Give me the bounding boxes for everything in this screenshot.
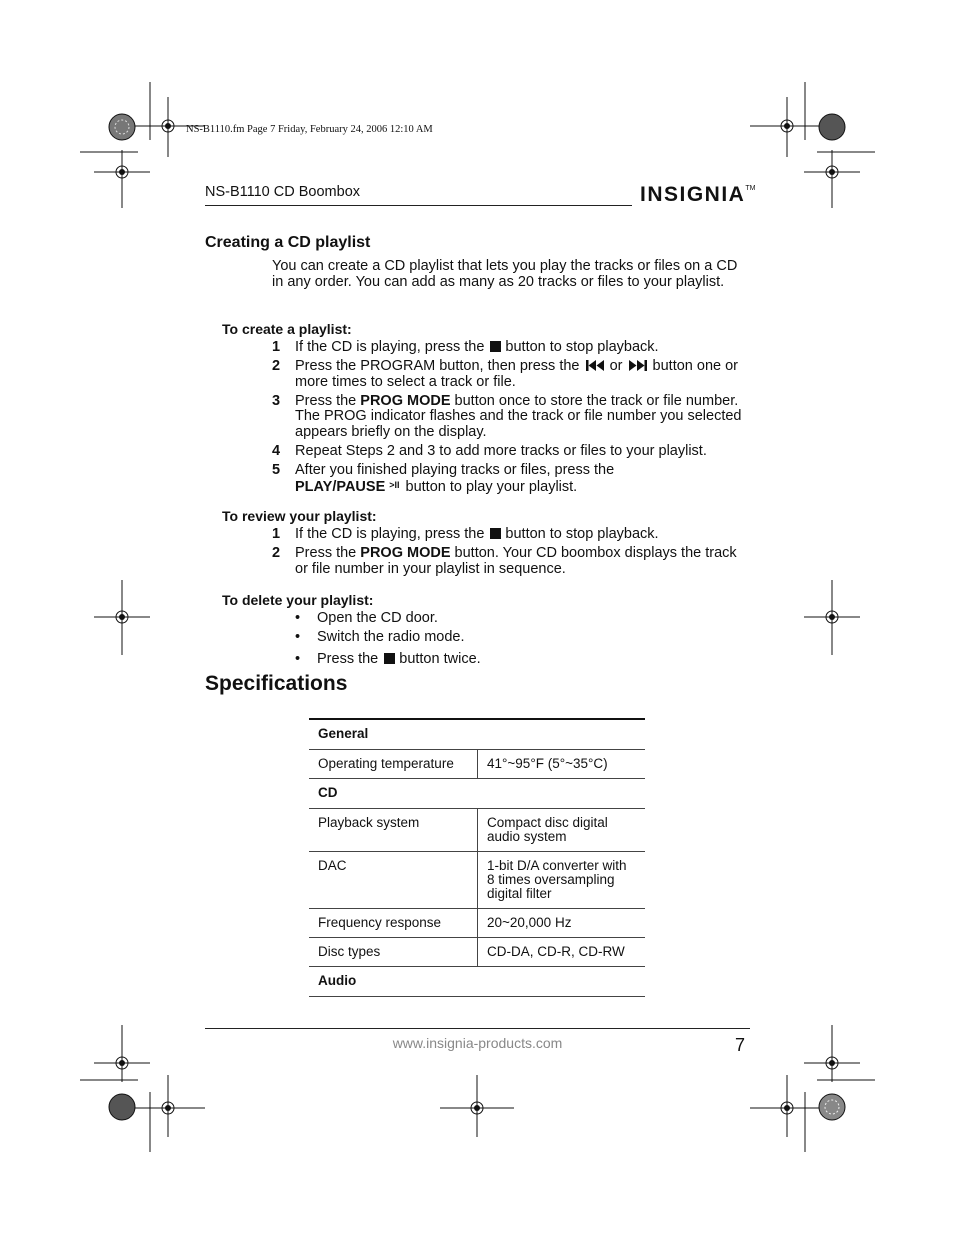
table-section-header: CD [309,779,645,809]
table-row [309,719,645,750]
step-text: Press the [295,392,357,409]
brand-logo [640,183,755,207]
step-text: After you finished playing tracks or files, press the [295,461,615,478]
step-number: 2 [272,358,281,374]
bullet-text: Switch the radio mode. [317,629,465,645]
step-text: Repeat Steps 2 and 3 to add more tracks or files to your playlist. [295,442,707,459]
table-row [309,809,645,852]
header-title: NS-B1110 CD Boombox [205,184,361,200]
trademark: TM [745,185,756,192]
stop-icon [384,653,395,664]
step-number: 2 [272,545,281,561]
file-info: NS-B1110.fm Page 7 Friday, February 24, 2006 12:10 AM [186,124,433,135]
play-pause-icon: >II [389,480,400,490]
list-item [272,527,750,543]
step-number: 3 [272,392,281,409]
step-text: button one or more times to select a track or file. [295,358,738,390]
bullet-text: button twice. [399,651,481,667]
table-section-header: Audio [309,967,645,997]
brand-logo-text: INSIGNIA [640,183,746,206]
create-steps [272,340,750,499]
step-number: 5 [272,461,281,478]
list-item [272,463,750,496]
list-item [272,394,750,441]
table-row [309,909,645,938]
section-heading-playlist: Creating a CD playlist [205,234,371,251]
button-name: PROG MODE [360,392,451,409]
specifications-heading: Specifications [205,672,348,695]
spec-value: 1-bit D/A converter with 8 times oversampling digital filter [478,852,646,909]
spec-value: 20~20,000 Hz [478,909,646,938]
list-item [272,340,750,356]
bullet-text: Press the [317,651,379,667]
page-number: 7 [735,1035,746,1055]
step-text: button to stop playback. [505,526,659,542]
button-name: PROG MODE [360,545,451,561]
bullet: • [295,651,301,667]
spec-label: Operating temperature [309,750,478,779]
table-row [309,750,645,779]
table-row [309,779,645,809]
list-item [295,630,465,646]
spec-value: CD-DA, CD-R, CD-RW [478,938,646,967]
step-text: or [609,358,623,374]
list-item [272,444,750,460]
spec-label: Frequency response [309,909,478,938]
step-number: 1 [272,339,281,355]
footer-rule [205,1028,750,1029]
subheading-delete: To delete your playlist: [222,592,374,608]
bullet: • [295,629,301,645]
header-rule [205,205,632,206]
spec-value: Compact disc digital audio system [478,809,646,852]
skip-back-icon [586,360,604,371]
step-text: If the CD is playing, press the [295,339,485,355]
stop-icon [490,341,501,352]
step-text: Press the PROGRAM button, then press the [295,358,580,374]
step-text: If the CD is playing, press the [295,526,485,542]
table-row [309,852,645,909]
step-number: 4 [272,442,281,459]
spec-value: 41°~95°F (5°~35°C) [478,750,646,779]
specifications-table [309,718,645,997]
skip-forward-icon [629,360,647,371]
table-row [309,967,645,997]
step-text: button to play your playlist. [405,479,578,495]
spec-label: Disc types [309,938,478,967]
step-text: button once to store the track or file number. The PROG indicator flashes and the track or file number you selected appears briefly on the display. [295,392,742,440]
table-section-header: General [309,719,645,750]
table-row [309,938,645,967]
list-item [272,546,750,577]
stop-icon [490,528,501,539]
button-name: PLAY/PAUSE [295,479,386,495]
intro-paragraph: You can create a CD playlist that lets you play the tracks or files on a CD in any order. You can add as many as 20 tracks or files to your playlist. [272,258,738,290]
step-text: button. Your CD boombox displays the track or file number in your playlist in sequence. [295,545,737,577]
bullet-text: Open the CD door. [317,610,438,626]
review-steps [272,527,750,581]
bullet: • [295,610,301,626]
spec-label: DAC [309,852,478,909]
spec-label: Playback system [309,809,478,852]
list-item [272,359,750,390]
subheading-review: To review your playlist: [222,508,377,524]
footer-url[interactable]: www.insignia-products.com [392,1035,563,1051]
list-item [295,652,481,668]
step-text: button to stop playback. [505,339,659,355]
step-number: 1 [272,526,281,542]
list-item [295,611,438,627]
subheading-create: To create a playlist: [222,321,352,337]
step-text: Press the [295,545,357,561]
